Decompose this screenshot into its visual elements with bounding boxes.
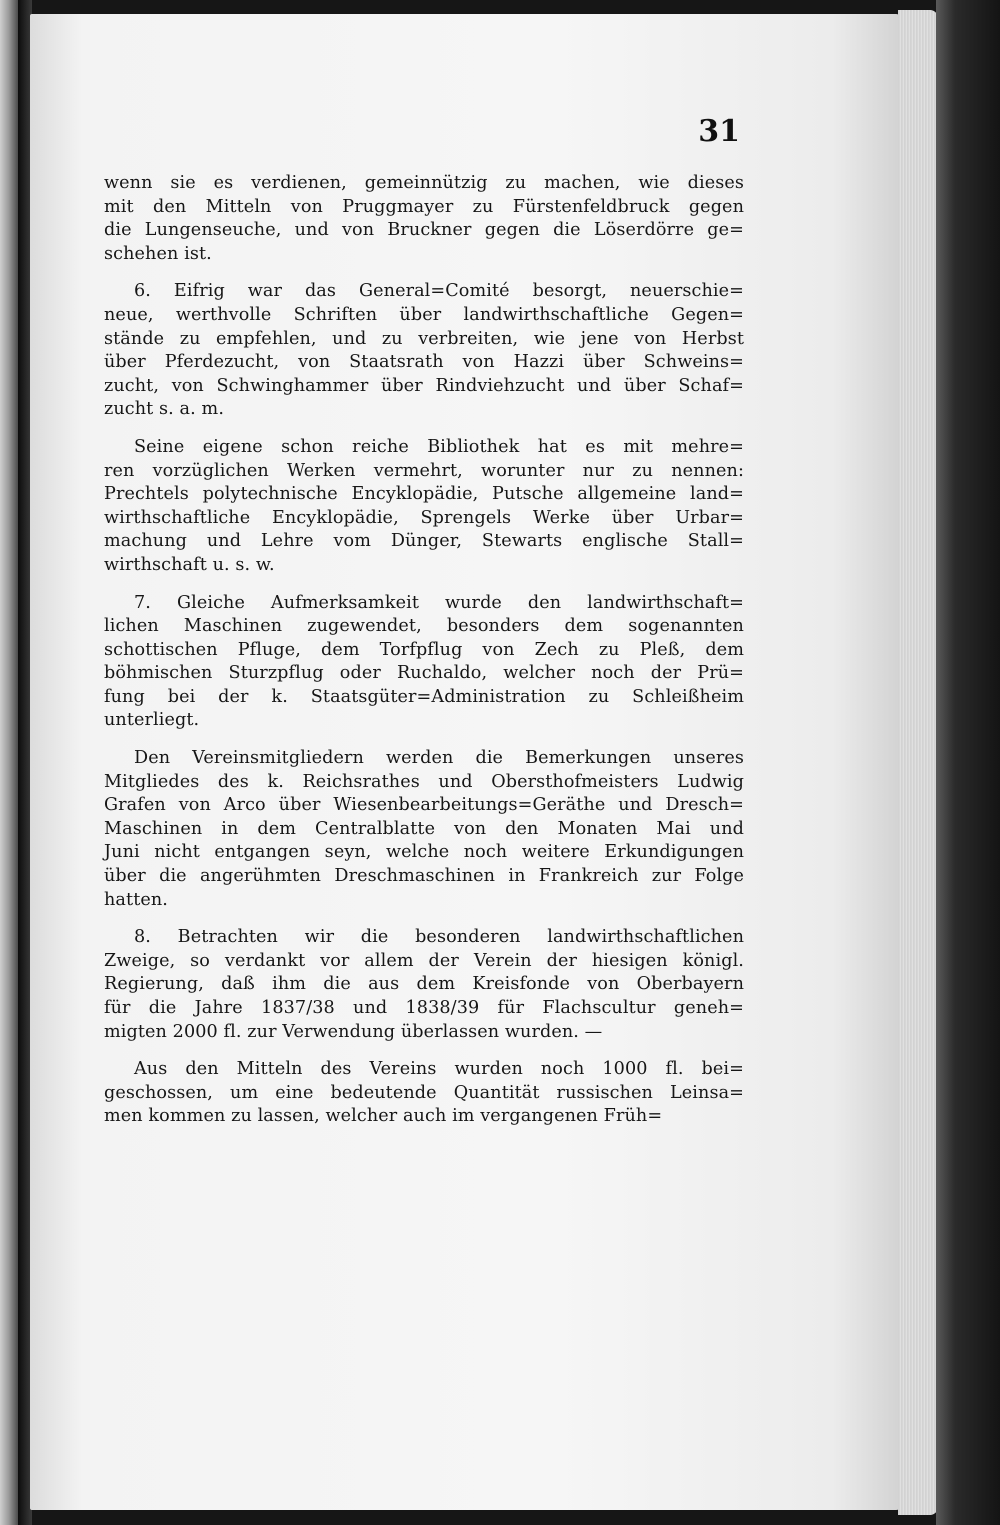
text-line: stände zu empfehlen, und zu verbreiten, wie jene von Herbst	[104, 328, 744, 349]
page-text-body	[104, 172, 744, 1143]
text-line: mit den Mitteln von Pruggmayer zu Fürstenfeldbruck gegen	[104, 196, 744, 217]
text-line: wenn sie es verdienen, gemeinnützig zu machen, wie dieses	[104, 173, 744, 193]
text-line: ren vorzüglichen Werken vermehrt, worunter nur zu nennen:	[104, 460, 744, 481]
text-line: 8. Betrachten wir die besonderen landwirthschaftlichen	[134, 927, 744, 948]
page-number: 31	[698, 114, 740, 149]
text-line: 6. Eifrig war das General=Comité besorgt, neuerschie=	[134, 281, 744, 302]
paragraph	[104, 280, 744, 422]
text-line: wirthschaft u. s. w.	[104, 554, 275, 575]
paragraph	[104, 1058, 744, 1129]
text-line: wirthschaftliche Encyklopädie, Sprengels Werke über Urbar=	[104, 507, 744, 528]
text-line: Mitgliedes des k. Reichsrathes und Obersthofmeisters Ludwig	[104, 771, 744, 792]
text-line: zucht s. a. m.	[104, 399, 225, 420]
text-line: migten 2000 fl. zur Verwendung überlassen wurden. —	[104, 1021, 603, 1042]
text-line: Seine eigene schon reiche Bibliothek hat es mit mehre=	[134, 436, 744, 457]
book-cover-edge	[936, 0, 1000, 1525]
text-line: Den Vereinsmitgliedern werden die Bemerkungen unseres	[134, 748, 744, 769]
paragraph	[104, 436, 744, 578]
text-line: Grafen von Arco über Wiesenbearbeitungs=Geräthe und Dresch=	[104, 795, 744, 816]
text-line: Prechtels polytechnische Encyklopädie, Putsche allgemeine land=	[104, 484, 744, 505]
text-line: schehen ist.	[104, 243, 212, 264]
text-line: über Pferdezucht, von Staatsrath von Hazzi über Schweins=	[104, 352, 744, 373]
text-line: Maschinen in dem Centralblatte von den Monaten Mai und	[104, 818, 744, 839]
text-line: unterliegt.	[104, 710, 200, 731]
paragraph	[104, 592, 744, 734]
text-line: zucht, von Schwinghammer über Rindviehzucht und über Schaf=	[104, 375, 744, 396]
text-line: über die angerühmten Dreschmaschinen in Frankreich zur Folge	[104, 866, 744, 887]
text-line: men kommen zu lassen, welcher auch im vergangenen Früh=	[104, 1106, 663, 1127]
text-line: Juni nicht entgangen seyn, welche noch weitere Erkundigungen	[104, 842, 744, 863]
text-line: für die Jahre 1837/38 und 1838/39 für Flachscultur geneh=	[104, 998, 744, 1018]
text-line: die Lungenseuche, und von Bruckner gegen die Löserdörre ge=	[104, 220, 744, 241]
text-line: Aus den Mitteln des Vereins wurden noch 1000 fl. bei=	[134, 1059, 744, 1080]
text-line: 7. Gleiche Aufmerksamkeit wurde den landwirthschaft=	[134, 592, 744, 613]
text-line: geschossen, um eine bedeutende Quantität russischen Leinsa=	[104, 1082, 744, 1103]
text-line: hatten.	[104, 889, 168, 910]
paragraph	[104, 926, 744, 1044]
text-line: schottischen Pfluge, dem Torfpflug von Zech zu Pleß, dem	[104, 639, 744, 660]
paragraph	[104, 747, 744, 912]
page-stack-edge	[898, 10, 938, 1515]
text-line: machung und Lehre vom Dünger, Stewarts englische Stall=	[104, 531, 744, 552]
text-line: fung bei der k. Staatsgüter=Administration zu Schleißheim	[104, 686, 744, 707]
text-line: böhmischen Sturzpflug oder Ruchaldo, welcher noch der Prü=	[104, 663, 744, 684]
text-line: neue, werthvolle Schriften über landwirthschaftliche Gegen=	[104, 304, 744, 325]
text-line: Regierung, daß ihm die aus dem Kreisfonde von Oberbayern	[104, 974, 744, 995]
text-line: Zweige, so verdankt vor allem der Verein der hiesigen königl.	[104, 950, 744, 971]
text-line: lichen Maschinen zugewendet, besonders dem sogenannten	[104, 616, 744, 637]
paragraph	[104, 172, 744, 266]
